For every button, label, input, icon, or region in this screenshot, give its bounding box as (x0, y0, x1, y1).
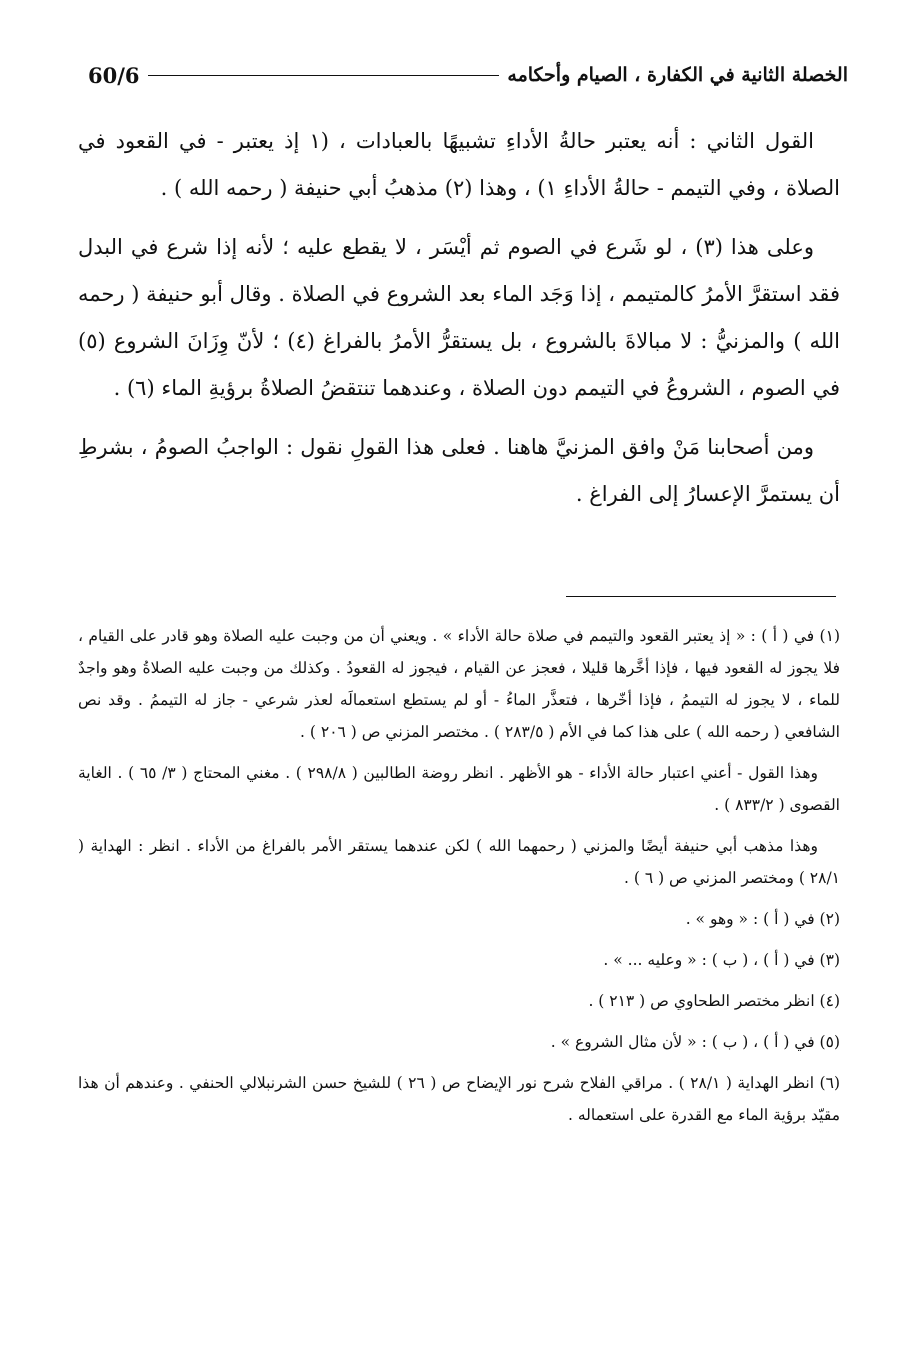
footnote-1-continuation-a: وهذا القول - أعني اعتبار حالة الأداء - هو الأظهر . انظر روضة الطالبين ( ٢٩٨/٨ ) . مغني المحتاج ( ٣/ ٦٥ ) . الغاية القصوى ( ٨٣٣/٢ ) . (78, 764, 840, 814)
page-number: 60/6 (88, 62, 140, 88)
footnote-1-continuation-b: وهذا مذهب أبي حنيفة أيضًا والمزني ( رحمهما الله ) لكن عندهما يستقر الأمر بالفراغ من الأداء . انظر : الهداية ( ٢٨/١ ) ومختصر المزني ص ( ٦ ) . (78, 837, 840, 887)
body-paragraph-2: وعلى هذا (٣) ، لو شَرع في الصوم ثم أيْسَر ، لا يقطع عليه ؛ لأنه إذا شرع في البدل فقد استقرَّ الأمرُ كالمتيمم ، إذا وَجَد الماء بعد الشروع في الصلاة . وقال أبو حنيفة ( رحمه الله ) والمزنيُّ : لا مبالاةَ بالشروع ، بل يستقرُّ الأمرُ بالفراغ (٤) ؛ لأنّ وِزَانَ الشروع (٥) في الصوم ، الشروعُ في التيمم دون الصلاة ، وعندهما تنتقضُ الصلاةُ برؤيةِ الماء (٦) . (78, 235, 840, 400)
footnote-1: (١) في ( أ ) : « إذ يعتبر القعود والتيمم في صلاة حالة الأداء » . ويعني أن من وجبت عليه الصلاة وهو قادر على القيام ، فلا يجوز له القعود فيها ، فإذا أخَّرها قليلا ، فعجز عن القيام ، فيجوز له القعودُ . وكذلك من وجبت عليه الصلاةُ وهو واجدٌ للماء ، لا يجوز له التيممُ ، فإذا أخّرها ، فتعذَّر الماءُ - أو لم يستطع استعمالَه لعذر شرعي - جاز له التيممُ . وقد نص الشافعي ( رحمه الله ) على هذا كما في الأم ( ٢٨٣/٥ ) . مختصر المزني ص ( ٢٠٦ ) . (78, 627, 840, 741)
footnotes (78, 620, 840, 1140)
header-rule (148, 75, 500, 76)
footnote-4: (٤) انظر مختصر الطحاوي ص ( ٢١٣ ) . (588, 992, 840, 1010)
footnote-2: (٢) في ( أ ) : « وهو » . (685, 910, 840, 928)
running-title: الخصلة الثانية في الكفارة ، الصيام وأحكامه (507, 64, 848, 86)
footnote-3: (٣) في ( أ ) ، ( ب ) : « وعليه ... » . (603, 951, 840, 969)
running-header (78, 58, 848, 92)
footnote-5: (٥) في ( أ ) ، ( ب ) : « لأن مثال الشروع » . (550, 1033, 840, 1051)
body-paragraph-1: القول الثاني : أنه يعتبر حالةُ الأداءِ تشبيهًا بالعبادات ، (١ إذ يعتبر - في القعود في الصلاة ، وفي التيمم - حالةُ الأداءِ ١) ، وهذا (٢) مذهبُ أبي حنيفة ( رحمه الله ) . (78, 129, 840, 200)
footnote-separator (566, 596, 836, 597)
main-text (78, 118, 840, 530)
footnote-6: (٦) انظر الهداية ( ٢٨/١ ) . مراقي الفلاح شرح نور الإيضاح ص ( ٢٦ ) للشيخ حسن الشرنبلالي الحنفي . وعندهم أن هذا مقيّد برؤية الماء مع القدرة على استعماله . (78, 1074, 840, 1124)
body-paragraph-3: ومن أصحابنا مَنْ وافق المزنيَّ هاهنا . فعلى هذا القولِ نقول : الواجبُ الصومُ ، بشرطِ أن يستمرَّ الإعسارُ إلى الفراغ . (78, 435, 840, 506)
